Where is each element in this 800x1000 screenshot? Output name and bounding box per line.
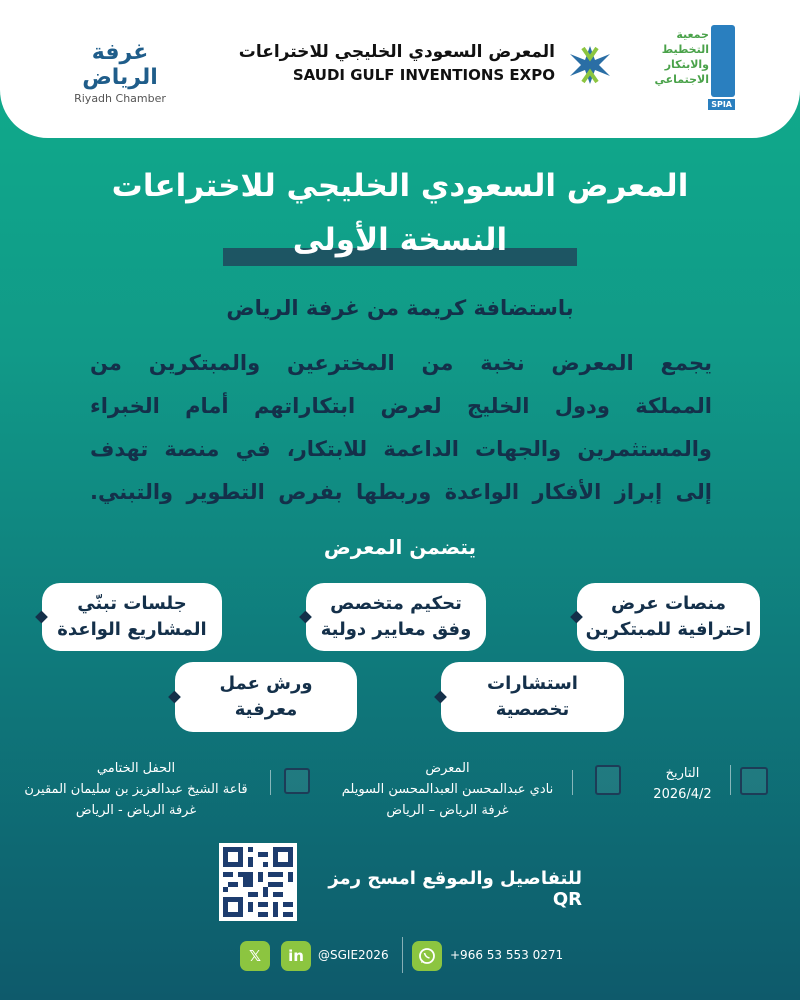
feature-card: تحكيم متخصص وفق معايير دولية: [306, 583, 486, 651]
date-info: التاريخ 2026/4/2: [653, 766, 712, 802]
riyadh-chamber-logo: غرفة الرياض Riyadh Chamber: [74, 40, 166, 105]
ceremony-info: الحفل الختامي قاعة الشيخ عبدالعزيز بن سليمان المقيرن غرفة الرياض - الرياض: [24, 761, 248, 818]
expo-logo: المعرض السعودي الخليجي للاختراعات SAUDI GULF INVENTIONS EXPO: [240, 40, 615, 90]
divider: [402, 937, 403, 973]
page-title: المعرض السعودي الخليجي للاختراعات: [111, 168, 689, 204]
stage-icon: [284, 768, 310, 794]
building-icon: [595, 765, 621, 795]
includes-heading: يتضمن المعرض: [323, 535, 477, 559]
hosted-by: باستضافة كريمة من غرفة الرياض: [226, 296, 574, 320]
feature-card: جلسات تبنّي المشاريع الواعدة: [42, 583, 222, 651]
qr-code[interactable]: [219, 843, 297, 921]
divider: [270, 770, 271, 795]
expo-star-icon: [565, 42, 615, 88]
edition-title: النسخة الأولى: [292, 222, 508, 258]
feature-card: استشارات تخصصية: [441, 662, 624, 732]
expo-venue-info: المعرض نادي عبدالمحسن العبدالمحسن السويلم غرفة الرياض – الرياض: [341, 761, 554, 818]
whatsapp-icon[interactable]: [412, 941, 442, 971]
x-icon[interactable]: 𝕏: [240, 941, 270, 971]
feature-card: ورش عمل معرفية: [175, 662, 357, 732]
spia-logo: جمعية التخطيط والابتكار الاجتماعي SPIA: [655, 25, 735, 110]
calendar-icon: [740, 767, 768, 795]
social-handle[interactable]: @SGIE2026: [318, 948, 389, 962]
qr-instruction: للتفاصيل والموقع امسح رمز QR: [328, 868, 582, 910]
feature-card: منصات عرض احترافية للمبتكرين: [577, 583, 760, 651]
phone-number[interactable]: +966 53 553 0271: [450, 948, 564, 962]
description: يجمع المعرض نخبة من المخترعين والمبتكرين من المملكة ودول الخليج لعرض ابتكاراتهم أمام الخبراء والمستثمرين والجهات الداعمة للابتكار، في منصة تهدف إلى إبراز الأفكار الواعدة وربطها بفرص التطوير والتبني.: [90, 351, 712, 504]
divider: [572, 770, 573, 795]
divider: [730, 765, 731, 795]
header-bar: [0, 0, 800, 138]
linkedin-icon[interactable]: in: [281, 941, 311, 971]
